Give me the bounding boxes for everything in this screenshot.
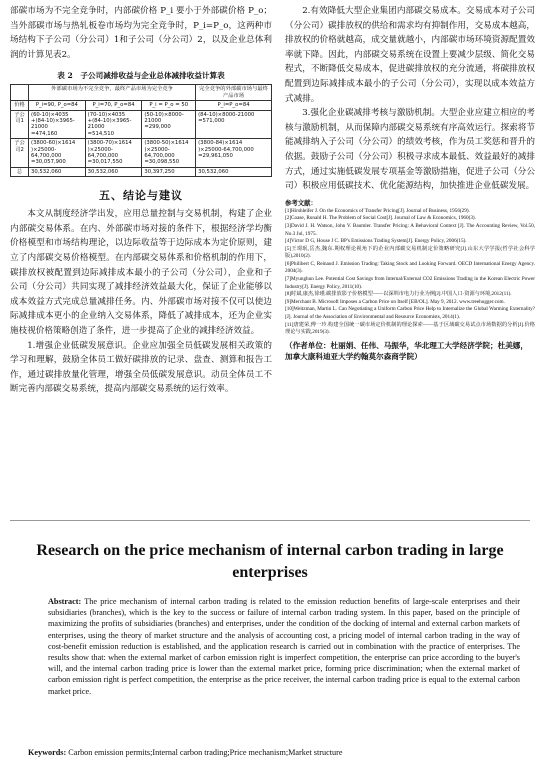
keywords-label: Keywords: xyxy=(28,748,67,757)
references-heading: 参考文献： xyxy=(285,198,317,207)
table-cell: (50-10)×8000-21000 =299,000 xyxy=(142,110,196,139)
table-header-cell: 价格 xyxy=(11,101,29,110)
table-cell: (70-10)×4035 +(84-10)×3965-21000 =514,510 xyxy=(85,110,142,139)
table-header-cell: P_i=70, P_o=84 xyxy=(85,101,142,110)
reference-item: [1]Hirshleifer J. On the Economics of Transfer Pricing[J]. Journal of Business, 1956(29). xyxy=(285,207,470,214)
table-cell: (3800-50)×1614 )×25000-64,700,000 =30,098,550 xyxy=(142,139,196,168)
author-affiliation: （作者单位：杜丽娟、任伟、马振华，华北理工大学经济学院；杜美娜，加拿大康科迪亚大学约翰莫尔森商学院） xyxy=(285,340,528,361)
table-cell: 30,532,060 xyxy=(196,167,272,176)
table-cell: 30,397,250 xyxy=(142,167,196,176)
left-column xyxy=(10,4,272,397)
suggestion-1-paragraph: 1.增强企业低碳发展意识。企业应加强全员低碳发展相关政策的学习和理解，鼓励全体员工做好碳排放的记录、盘查、测算和报告工作，通过碳排放量化管理，增强全员低碳发展意识。动员全体员工不断完善内部碳交易系统，提高内部碳交易系统的运行效率。 xyxy=(10,340,272,395)
reference-item: [5]王璟珉,岳杰,魏东.期权理论视角下的企业内部碳交易机制定价策略研究[J].山东大学学报(哲学社会科学版),2010(2). xyxy=(285,245,535,260)
table-header-row-2 xyxy=(11,101,272,110)
table-row-label: 总 xyxy=(11,167,29,176)
table-row xyxy=(11,110,272,139)
reference-item: [7]Myunghun Lee. Potential Cost Savings from Internal/External CO2 Emissions Trading in the Korean Electric Power Industry[J]. Energy Policy, 2011(10). xyxy=(285,276,535,290)
suggestion-3-paragraph: 3.强化企业碳减排考核与激励机制。大型企业应建立相应的考核与激励机制，从而保障内部碳交易系统有序高效运行。探索将节能减排纳入子公司（分公司）的绩效考核，作为员工奖惩和晋升的依据。鼓励子公司（分公司）积极寻求成本最低、效益最好的减排方式，通过实施低碳发展专项基金等激励措施，促进子公司（分公司）积极应用低碳技术、优化能源结构，加快推进企业低碳发展。 xyxy=(285,108,535,192)
reference-item: [10]Weitzman, Martin L. Can Negotiating a Uniform Carbon Price Help to Internalize the Global Warming Externality?[J]. Journal of the Association of Environmental and Resource Economists, 2014(1). xyxy=(285,306,535,321)
table-header-cell: P_i=90, P_o=84 xyxy=(29,101,86,110)
reference-item: [11]唐建荣,傅一玲.构建全国统一碳市场定价机制的理论探索——基于区域碳交易试点市场数据的分析[J].价格理论与实践,2019(3). xyxy=(285,321,535,336)
reference-item: [4]Victor D G, House J C. BP's Emissions Trading System[J]. Energy Policy, 2006(15). xyxy=(285,238,467,245)
table-header-cell xyxy=(11,85,29,101)
table-header-cell: 外部碳市场为不完全竞争，最终产品市场为完全竞争 xyxy=(29,85,196,101)
section-title: 五、结论与建议 xyxy=(99,189,183,203)
reference-list xyxy=(285,208,535,337)
intro-paragraph: 部碳市场为不完全竞争时，内部碳价格 P_i 要小于外部碳价格 P_o；当外部碳市场与热轧板卷市场均为完全竞争时，P_i=P_o，这两种市场结构下子公司（分公司）1和子公司（分公司）2，以及企业总体利润的计算见表2。 xyxy=(10,6,272,60)
table-cell: (60-10)×4035 +(84-10)×3965-21000 =474,160 xyxy=(29,110,86,139)
english-keywords xyxy=(28,747,520,758)
table-cell: (3800-70)×1614 )×25000-64,700,000 =30,017,550 xyxy=(85,139,142,168)
table-row-label: 子公司1 xyxy=(11,110,29,139)
reference-item: [8]时斌,康杰,徐瑾.碳排放影子价格模型——以深圳市电力行业为例[J].中国人口·资源与环境,2012(11). xyxy=(285,291,512,298)
table-cell: 30,532,060 xyxy=(29,167,86,176)
reference-item: [6]Philibert C, Reinaud J. Emission Trading: Taking Stock and Looking Forward. OECD International Energy Agency. 2004(3). xyxy=(285,260,535,275)
table-header-row-1 xyxy=(11,85,272,101)
table-cell: (3800-84)×1614 )×25000-64,700,000 =29,961,050 xyxy=(196,139,272,168)
table-header-cell: P_i = P_o = 50 xyxy=(142,101,196,110)
table-cell: (3800-60)×1614 )×25000-64,700,000 =30,057,900 xyxy=(29,139,86,168)
english-title: Research on the price mechanism of internal carbon trading in large enterprises xyxy=(36,542,504,581)
keywords-text: Carbon emission permits;Internal carbon trading;Price mechanism;Market structure xyxy=(68,748,343,757)
conclusion-paragraph: 本文从制度经济学出发，应用总量控制与交易机制，构建了企业内部碳交易体系。在内、外部碳市场对接的条件下，根据经济学均衡价格模型和市场结构理论，以边际收益等于边际成本为定价原则，建立了内部碳交易价格模型。在内部碳交易体系和价格机制的作用下，碳排放权被配置到边际减排成本最小的子公司（分公司），企业和子公司（分公司）共同实现了减排经济效益最大化，保证了企业能够以成本效益方式完成总量减排任务。内、外部碳市场对接不仅可以使边际减排成本更小的企业纳入交易体系，降低了减排成本，还为企业实施枝视价格策略创造了条件，进一步提高了企业的减排经济效益。 xyxy=(10,209,272,336)
reference-item: [2]Coase, Ronald H. The Problem of Social Cost[J]. Journal of Law & Economics, 1960(3). xyxy=(285,215,476,222)
table-row xyxy=(11,167,272,176)
table-header-cell: 完全竞争的外部碳市场与最终产品市场 xyxy=(196,85,272,101)
abstract-label: Abstract: xyxy=(48,597,82,606)
reference-item: [9]Merchant B. Microsoft Imposes a Carbon Price on Itself [EB/OL]. May 9, 2012. www.treehugger.com. xyxy=(285,298,505,305)
abstract-text: The price mechanism of internal carbon trading is related to the emission reduction benefits of large-scale enterprises and their subsidiaries (branches), which is the key to the success or failure of internal carbon trading system. In this paper, based on the principle of maximizing the profits of subsidiaries (branches) and enterprises, under the condition of the docking of internal and external carbon markets of enterprises, using the theory of market structure and the analysis of accounting cost, a pricing model of internal carbon trading in the way of cost-benefit emission reduction is established, and the application research is carried out in combination with the practice of enterprises. The results show that: when the external market of carbon emission right is imperfect competition, the enterprise can price according to the buyer's will, and the internal carbon trading price is lower than the external market price, forming price discrimination; when the external market of carbon emission right is perfect competition, the enterprise as the price receiver, the internal carbon trading price is equal to the external carbon market price. xyxy=(48,597,521,696)
suggestion-2-paragraph: 2.有效降低大型企业集团内部碳交易成本。交易成本对子公司（分公司）碳排放权的供给和需求均有抑制作用，交易成本越高，排放权的价格就越高，成交量就越小，内部碳市场环境资源配置效率就下降。因此，内部碳交易系统在设置上要减少层级、简化交易程式，不断降低交易成本，促进碳排放权的充分流通，将碳排放权配置到边际减排成本最小的子公司（分公司），实现以成本效益方式减排。 xyxy=(285,6,535,104)
table-cell: (84-10)×8000-21000 =571,000 xyxy=(196,110,272,139)
right-column xyxy=(285,4,535,362)
table-cell: 30,532,060 xyxy=(85,167,142,176)
table-row-label: 子公司2 xyxy=(11,139,29,168)
table-row xyxy=(11,139,272,168)
reference-item: [3]David J. H. Watson, John V. Baumler. Transfer Pricing: A Behavioral Context [J]. The Accounting Review, Vol.50, No.3 Jul, 1975. xyxy=(285,222,535,237)
table-caption: 表 2 子公司减排收益与企业总体减排收益计算表 xyxy=(57,71,225,81)
profit-table xyxy=(10,84,272,177)
section-divider xyxy=(10,520,530,521)
english-abstract xyxy=(48,596,520,697)
table-header-cell: P_i=P_o=84 xyxy=(196,101,272,110)
